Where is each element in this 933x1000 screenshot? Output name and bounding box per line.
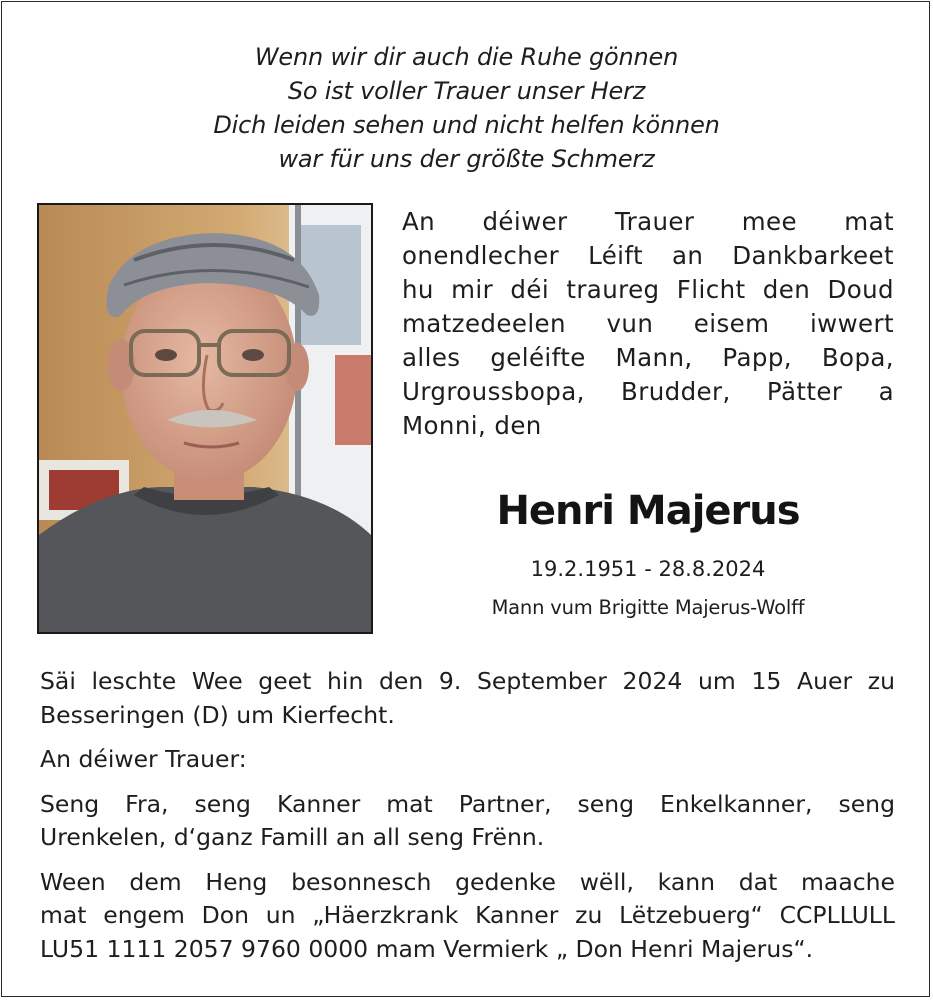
donation-line: mat engem Don un „Häerzkrank Kanner zu Lëtzebuerg“ CCPLLULL — [40, 901, 895, 929]
life-dates: 19.2.1951 - 28.8.2024 — [530, 557, 766, 581]
mourners-heading-paragraph — [40, 743, 895, 777]
poem-line: So ist voller Trauer unser Herz — [287, 77, 646, 105]
announcement-line: onendlecher Léift an Dankbarkeet — [402, 241, 894, 270]
announcement-line: matzedeelen vun eisem iwwert — [402, 309, 894, 338]
deceased-name: Henri Majerus — [496, 488, 800, 534]
mourners-line: Urenkelen, d‘ganz Famill an all seng Frënn. — [40, 823, 545, 851]
memorial-poem — [0, 40, 933, 176]
announcement-line: Monni, den — [402, 411, 542, 440]
announcement-line: Urgroussbopa, Brudder, Pätter a — [402, 377, 894, 406]
mourners-line: Seng Fra, seng Kanner mat Partner, seng Enkelkanner, seng — [40, 789, 895, 818]
donation-line: Ween dem Heng besonnesch gedenke wëll, kann dat maache — [40, 867, 895, 896]
spouse-line: Mann vum Brigitte Majerus-Wolff — [491, 596, 805, 619]
mourners-heading: An déiwer Trauer: — [40, 745, 247, 773]
funeral-paragraph — [40, 665, 895, 732]
donation-paragraph — [40, 866, 895, 967]
funeral-line: Säi leschte Wee geet hin den 9. September 2024 um 15 Auer zu — [40, 667, 895, 695]
announcement-line: hu mir déi traureg Flicht den Doud — [402, 275, 894, 304]
poem-line: war für uns der größte Schmerz — [278, 145, 655, 173]
poem-line: Dich leiden sehen und nicht helfen können — [213, 111, 720, 139]
portrait-photo — [37, 203, 373, 634]
announcement-text — [402, 205, 894, 443]
announcement-line: alles geléifte Mann, Papp, Bopa, — [402, 343, 894, 372]
mourners-paragraph — [40, 788, 895, 855]
notice-body — [40, 665, 895, 977]
poem-line: Wenn wir dir auch die Ruhe gönnen — [254, 43, 679, 71]
announcement-line: An déiwer Trauer mee mat — [402, 207, 894, 236]
donation-line: LU51 1111 2057 9760 0000 mam Vermierk „ Don Henri Majerus“. — [40, 934, 814, 963]
funeral-line: Besseringen (D) um Kierfecht. — [40, 700, 395, 729]
